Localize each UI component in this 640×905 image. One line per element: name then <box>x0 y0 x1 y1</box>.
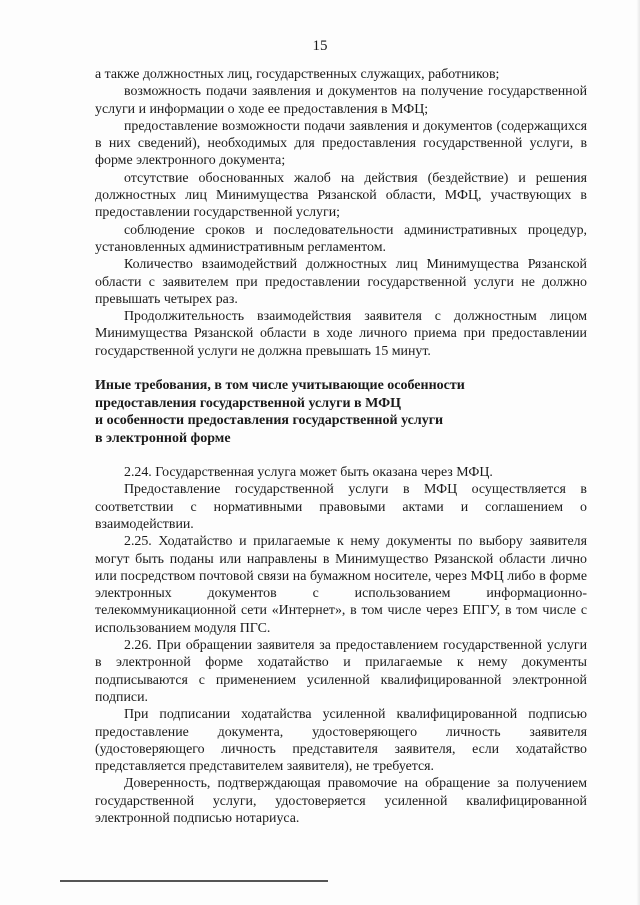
footer-rule <box>60 880 328 882</box>
paragraph: Количество взаимодействий должностных лиц Минимущества Рязанской области с заявителем при предоставлении государственной услуги не должно превышать четырех раз. <box>95 257 587 307</box>
page-number: 15 <box>312 38 328 54</box>
spacer <box>95 447 587 464</box>
scan-edge-shadow <box>636 0 640 905</box>
spacer <box>95 360 587 377</box>
paragraph: предоставление возможности подачи заявления и документов (содержащихся в них сведений), необходимых для предоставления государственной услуги, в форме электронного документа; <box>95 118 587 169</box>
paragraph: 2.25. Ходатайство и прилагаемые к нему документы по выбору заявителя могут быть поданы или направлены в Минимущество Рязанской области лично или посредством почтовой связи на бумажном носителе, через МФЦ либо в форме электронных документов с использованием информационно-телекоммуникационной сети «Интернет», в том числе через ЕПГУ, в том числе с использованием модуля ПГС. <box>95 534 587 636</box>
paragraph: возможность подачи заявления и документов на получение государственной услуги и информации о ходе ее предоставления в МФЦ; <box>95 84 587 117</box>
heading-line: и особенности предоставления государственной услуги <box>95 413 444 429</box>
paragraph: отсутствие обоснованных жалоб на действия (бездействие) и решения должностных лиц Минимущества Рязанской области, МФЦ, участвующих в предоставлении государственной услуги; <box>95 170 587 221</box>
section-heading <box>95 377 587 447</box>
heading-line: Иные требования, в том числе учитывающие особенности <box>95 378 465 394</box>
paragraph: Продолжительность взаимодействия заявителя с должностным лицом Минимущества Рязанской области в ходе личного приема при предоставлении государственной услуги не должна превышать 15 минут. <box>95 309 587 359</box>
paragraph: Доверенность, подтверждающая правомочие на обращение за получением государственной услуги, удостоверяется усиленной квалифицированной электронной подписью нотариуса. <box>95 776 587 826</box>
heading-line: в электронной форме <box>95 430 231 446</box>
paragraph: соблюдение сроков и последовательности административных процедур, установленных административным регламентом. <box>95 222 587 255</box>
paragraph: Предоставление государственной услуги в МФЦ осуществляется в соответствии с нормативными правовыми актами и соглашением о взаимодействии. <box>95 482 587 532</box>
heading-line: предоставления государственной услуги в МФЦ <box>95 395 402 411</box>
paragraph: 2.24. Государственная услуга может быть оказана через МФЦ. <box>124 465 493 481</box>
paragraph: При подписании ходатайства усиленной квалифицированной подписью предоставление документа, удостоверяющего личность заявителя (удостоверяющего личность представителя заявителя, если ходатайство представляется представителем заявителя), не требуется. <box>95 707 587 775</box>
document-body <box>95 66 587 827</box>
paragraph: а также должностных лиц, государственных служащих, работников; <box>95 67 500 82</box>
paragraph: 2.26. При обращении заявителя за предоставлением государственной услуги в электронной форме ходатайство и прилагаемые к нему документы подписываются с применением усиленной квалифицированной электронной подписи. <box>95 638 587 705</box>
